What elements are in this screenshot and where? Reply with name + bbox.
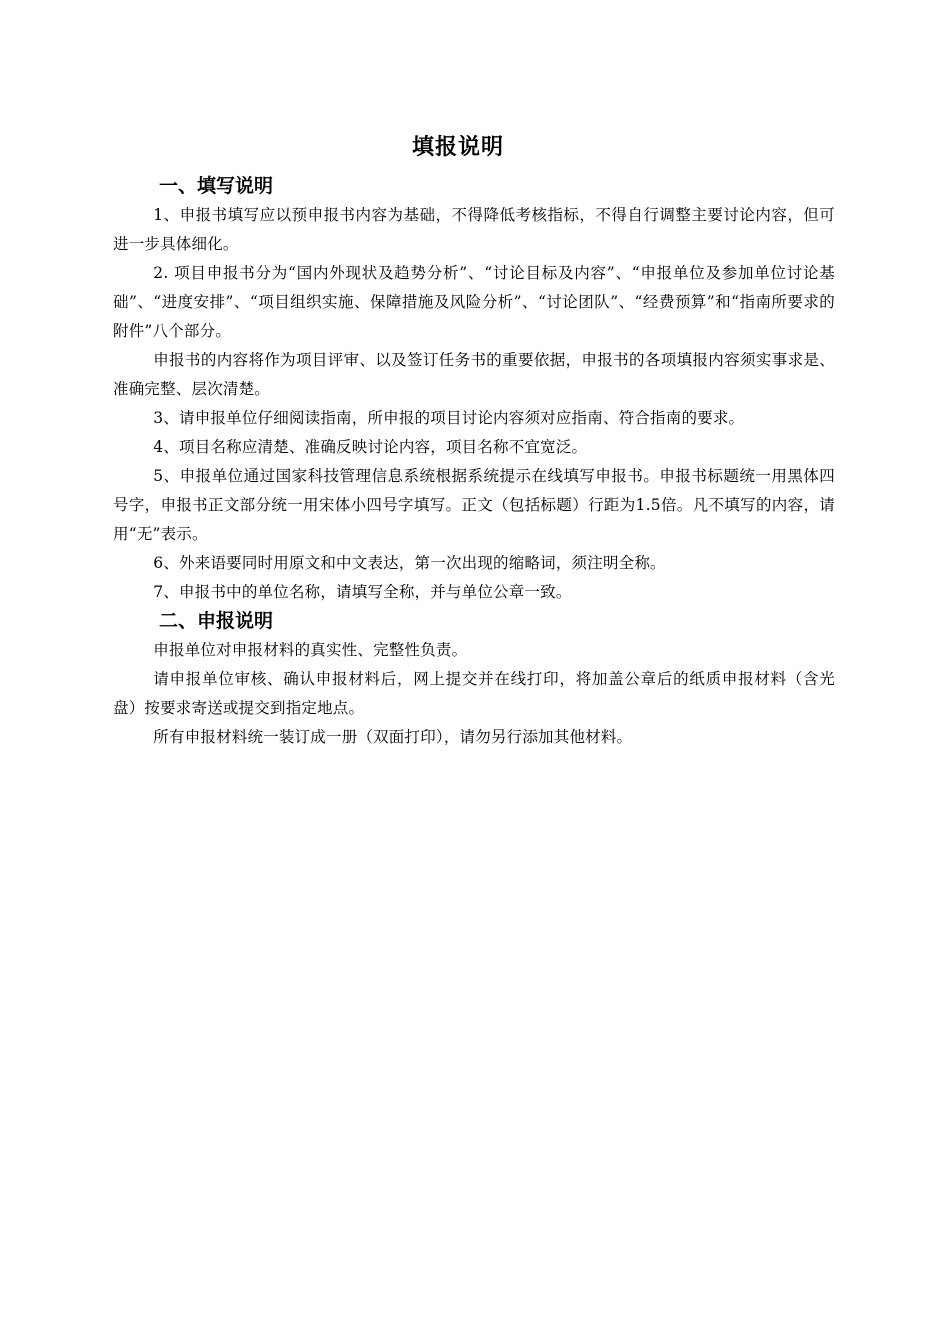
paragraph-11: 所有申报材料统一装订成一册（双面打印），请勿另行添加其他材料。: [153, 728, 633, 746]
document-body: [113, 172, 835, 752]
paragraph-9: 申报单位对申报材料的真实性、完整性负责。: [153, 641, 468, 659]
document-title: 填报说明: [411, 135, 504, 160]
paragraph-2: 2. 项目申报书分为“国内外现状及趋势分析”、“讨论目标及内容”、“申报单位及参加单位讨论基础”、“进度安排”、“项目组织实施、保障措施及风险分析”、“讨论团队”、“经费预算”和“指南所要求的附件”八个部分。: [113, 264, 835, 340]
section-heading-application: 二、申报说明: [159, 610, 274, 632]
paragraph-3: 申报书的内容将作为项目评审、以及签订任务书的重要依据，申报书的各项填报内容须实事求是、准确完整、层次清楚。: [113, 351, 835, 398]
paragraph-6: 5、申报单位通过国家科技管理信息系统根据系统提示在线填写申报书。申报书标题统一用黑体四号字，申报书正文部分统一用宋体小四号字填写。正文（包括标题）行距为1.5倍。凡不填写的内容，请用“无”表示。: [113, 467, 835, 543]
paragraph-4: 3、请申报单位仔细阅读指南，所申报的项目讨论内容须对应指南、符合指南的要求。: [153, 409, 745, 427]
paragraph-1: 1、申报书填写应以预申报书内容为基础，不得降低考核指标，不得自行调整主要讨论内容，但可进一步具体细化。: [113, 206, 835, 253]
paragraph-5: 4、项目名称应清楚、准确反映讨论内容，项目名称不宜宽泛。: [153, 438, 588, 456]
paragraph-10: 请申报单位审核、确认申报材料后，网上提交并在线打印，将加盖公章后的纸质申报材料（含光盘）按要求寄送或提交到指定地点。: [113, 670, 835, 717]
paragraph-7: 6、外来语要同时用原文和中文表达，第一次出现的缩略词，须注明全称。: [153, 554, 666, 572]
section-heading-filling: 一、填写说明: [159, 175, 274, 197]
paragraph-8: 7、申报书中的单位名称，请填写全称，并与单位公章一致。: [153, 583, 572, 601]
